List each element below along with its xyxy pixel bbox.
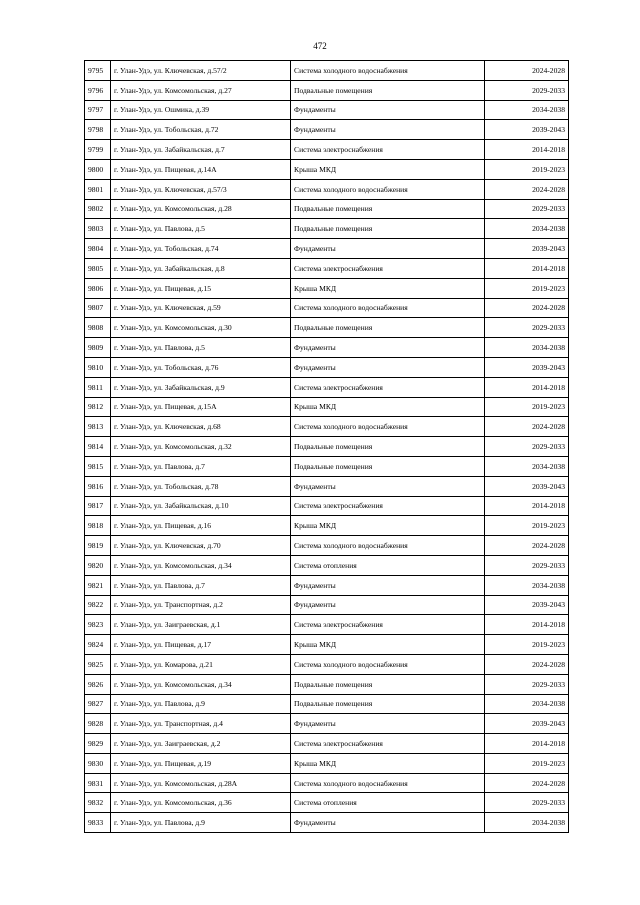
row-number-cell: 9806 <box>85 278 111 298</box>
period-cell: 2034-2038 <box>485 338 569 358</box>
work-type-cell: Фундаменты <box>291 357 485 377</box>
address-cell: г. Улан-Удэ, ул. Ключевская, д.68 <box>111 417 291 437</box>
table-row <box>85 377 569 397</box>
address-cell: г. Улан-Удэ, ул. Забайкальская, д.10 <box>111 496 291 516</box>
row-number-cell: 9799 <box>85 140 111 160</box>
address-cell: г. Улан-Удэ, ул. Транспортная, д.2 <box>111 595 291 615</box>
address-cell: г. Улан-Удэ, ул. Забайкальская, д.9 <box>111 377 291 397</box>
period-cell: 2029-2033 <box>485 555 569 575</box>
table-row <box>85 140 569 160</box>
table-row <box>85 357 569 377</box>
table-row <box>85 793 569 813</box>
row-number-cell: 9797 <box>85 100 111 120</box>
period-cell: 2029-2033 <box>485 199 569 219</box>
work-type-cell: Фундаменты <box>291 575 485 595</box>
table-row <box>85 773 569 793</box>
address-cell: г. Улан-Удэ, ул. Комсомольская, д.36 <box>111 793 291 813</box>
table-row <box>85 199 569 219</box>
row-number-cell: 9816 <box>85 476 111 496</box>
work-type-cell: Система холодного водоснабжения <box>291 536 485 556</box>
table-row <box>85 615 569 635</box>
table-row <box>85 239 569 259</box>
period-cell: 2034-2038 <box>485 694 569 714</box>
table-row <box>85 536 569 556</box>
address-cell: г. Улан-Удэ, ул. Пищевая, д.19 <box>111 753 291 773</box>
table-row <box>85 654 569 674</box>
row-number-cell: 9802 <box>85 199 111 219</box>
row-number-cell: 9824 <box>85 635 111 655</box>
period-cell: 2014-2018 <box>485 615 569 635</box>
work-type-cell: Система электроснабжения <box>291 258 485 278</box>
table-row <box>85 318 569 338</box>
period-cell: 2014-2018 <box>485 140 569 160</box>
address-cell: г. Улан-Удэ, ул. Заиграевская, д.2 <box>111 734 291 754</box>
work-type-cell: Фундаменты <box>291 239 485 259</box>
address-cell: г. Улан-Удэ, ул. Тобольская, д.72 <box>111 120 291 140</box>
work-type-cell: Система электроснабжения <box>291 140 485 160</box>
work-type-cell: Система электроснабжения <box>291 615 485 635</box>
work-type-cell: Подвальные помещения <box>291 199 485 219</box>
period-cell: 2014-2018 <box>485 258 569 278</box>
period-cell: 2014-2018 <box>485 734 569 754</box>
row-number-cell: 9817 <box>85 496 111 516</box>
row-number-cell: 9828 <box>85 714 111 734</box>
work-type-cell: Фундаменты <box>291 476 485 496</box>
table-row <box>85 417 569 437</box>
row-number-cell: 9795 <box>85 61 111 81</box>
row-number-cell: 9831 <box>85 773 111 793</box>
work-type-cell: Система отопления <box>291 793 485 813</box>
table-row <box>85 100 569 120</box>
work-type-cell: Фундаменты <box>291 813 485 833</box>
address-cell: г. Улан-Удэ, ул. Павлова, д.9 <box>111 813 291 833</box>
work-type-cell: Система холодного водоснабжения <box>291 654 485 674</box>
table-row <box>85 258 569 278</box>
address-cell: г. Улан-Удэ, ул. Комсомольская, д.34 <box>111 674 291 694</box>
table-row <box>85 397 569 417</box>
table-row <box>85 734 569 754</box>
row-number-cell: 9822 <box>85 595 111 615</box>
work-type-cell: Подвальные помещения <box>291 674 485 694</box>
work-type-cell: Фундаменты <box>291 338 485 358</box>
period-cell: 2024-2028 <box>485 417 569 437</box>
table-row <box>85 813 569 833</box>
work-type-cell: Система электроснабжения <box>291 377 485 397</box>
address-cell: г. Улан-Удэ, ул. Тобольская, д.74 <box>111 239 291 259</box>
address-cell: г. Улан-Удэ, ул. Комсомольская, д.34 <box>111 555 291 575</box>
work-type-cell: Подвальные помещения <box>291 219 485 239</box>
table-row <box>85 456 569 476</box>
table-row <box>85 120 569 140</box>
table-row <box>85 674 569 694</box>
period-cell: 2019-2023 <box>485 635 569 655</box>
period-cell: 2034-2038 <box>485 456 569 476</box>
period-cell: 2019-2023 <box>485 159 569 179</box>
table-row <box>85 437 569 457</box>
work-type-cell: Крыша МКД <box>291 159 485 179</box>
work-type-cell: Система электроснабжения <box>291 734 485 754</box>
row-number-cell: 9819 <box>85 536 111 556</box>
address-cell: г. Улан-Удэ, ул. Пищевая, д.15А <box>111 397 291 417</box>
row-number-cell: 9821 <box>85 575 111 595</box>
address-cell: г. Улан-Удэ, ул. Ошмика, д.39 <box>111 100 291 120</box>
period-cell: 2024-2028 <box>485 61 569 81</box>
work-type-cell: Система отопления <box>291 555 485 575</box>
row-number-cell: 9823 <box>85 615 111 635</box>
table-row <box>85 555 569 575</box>
row-number-cell: 9808 <box>85 318 111 338</box>
period-cell: 2029-2033 <box>485 80 569 100</box>
address-cell: г. Улан-Удэ, ул. Тобольская, д.78 <box>111 476 291 496</box>
address-cell: г. Улан-Удэ, ул. Забайкальская, д.7 <box>111 140 291 160</box>
period-cell: 2029-2033 <box>485 793 569 813</box>
table-row <box>85 575 569 595</box>
period-cell: 2039-2043 <box>485 239 569 259</box>
address-cell: г. Улан-Удэ, ул. Комсомольская, д.32 <box>111 437 291 457</box>
address-cell: г. Улан-Удэ, ул. Пищевая, д.17 <box>111 635 291 655</box>
table-row <box>85 278 569 298</box>
address-cell: г. Улан-Удэ, ул. Павлова, д.7 <box>111 456 291 476</box>
work-type-cell: Подвальные помещения <box>291 437 485 457</box>
records-table <box>84 60 569 833</box>
work-type-cell: Система холодного водоснабжения <box>291 417 485 437</box>
period-cell: 2019-2023 <box>485 278 569 298</box>
table-row <box>85 80 569 100</box>
period-cell: 2024-2028 <box>485 298 569 318</box>
row-number-cell: 9825 <box>85 654 111 674</box>
work-type-cell: Фундаменты <box>291 595 485 615</box>
address-cell: г. Улан-Удэ, ул. Комсомольская, д.30 <box>111 318 291 338</box>
address-cell: г. Улан-Удэ, ул. Транспортная, д.4 <box>111 714 291 734</box>
address-cell: г. Улан-Удэ, ул. Ключевская, д.70 <box>111 536 291 556</box>
table-row <box>85 338 569 358</box>
period-cell: 2034-2038 <box>485 575 569 595</box>
work-type-cell: Подвальные помещения <box>291 80 485 100</box>
work-type-cell: Фундаменты <box>291 120 485 140</box>
period-cell: 2029-2033 <box>485 437 569 457</box>
row-number-cell: 9803 <box>85 219 111 239</box>
period-cell: 2034-2038 <box>485 100 569 120</box>
table-row <box>85 219 569 239</box>
table-row <box>85 753 569 773</box>
work-type-cell: Крыша МКД <box>291 516 485 536</box>
period-cell: 2019-2023 <box>485 516 569 536</box>
period-cell: 2029-2033 <box>485 318 569 338</box>
period-cell: 2039-2043 <box>485 120 569 140</box>
address-cell: г. Улан-Удэ, ул. Павлова, д.9 <box>111 694 291 714</box>
table-row <box>85 714 569 734</box>
row-number-cell: 9818 <box>85 516 111 536</box>
period-cell: 2039-2043 <box>485 357 569 377</box>
table-row <box>85 516 569 536</box>
table-row <box>85 61 569 81</box>
table-row <box>85 595 569 615</box>
table-row <box>85 159 569 179</box>
row-number-cell: 9810 <box>85 357 111 377</box>
period-cell: 2034-2038 <box>485 219 569 239</box>
row-number-cell: 9796 <box>85 80 111 100</box>
row-number-cell: 9805 <box>85 258 111 278</box>
period-cell: 2019-2023 <box>485 397 569 417</box>
address-cell: г. Улан-Удэ, ул. Ключевская, д.59 <box>111 298 291 318</box>
table-row <box>85 298 569 318</box>
row-number-cell: 9820 <box>85 555 111 575</box>
row-number-cell: 9807 <box>85 298 111 318</box>
row-number-cell: 9833 <box>85 813 111 833</box>
work-type-cell: Фундаменты <box>291 100 485 120</box>
address-cell: г. Улан-Удэ, ул. Пищевая, д.14А <box>111 159 291 179</box>
period-cell: 2019-2023 <box>485 753 569 773</box>
work-type-cell: Система холодного водоснабжения <box>291 298 485 318</box>
row-number-cell: 9813 <box>85 417 111 437</box>
table-row <box>85 496 569 516</box>
period-cell: 2014-2018 <box>485 377 569 397</box>
page-number: 472 <box>313 41 327 51</box>
row-number-cell: 9800 <box>85 159 111 179</box>
work-type-cell: Крыша МКД <box>291 397 485 417</box>
row-number-cell: 9811 <box>85 377 111 397</box>
work-type-cell: Система холодного водоснабжения <box>291 773 485 793</box>
work-type-cell: Подвальные помещения <box>291 456 485 476</box>
row-number-cell: 9801 <box>85 179 111 199</box>
work-type-cell: Крыша МКД <box>291 278 485 298</box>
address-cell: г. Улан-Удэ, ул. Комсомольская, д.28А <box>111 773 291 793</box>
address-cell: г. Улан-Удэ, ул. Забайкальская, д.8 <box>111 258 291 278</box>
row-number-cell: 9826 <box>85 674 111 694</box>
work-type-cell: Крыша МКД <box>291 635 485 655</box>
period-cell: 2039-2043 <box>485 714 569 734</box>
records-table-body <box>85 61 569 833</box>
period-cell: 2024-2028 <box>485 536 569 556</box>
table-row <box>85 476 569 496</box>
work-type-cell: Фундаменты <box>291 714 485 734</box>
period-cell: 2024-2028 <box>485 654 569 674</box>
address-cell: г. Улан-Удэ, ул. Ключевская, д.57/2 <box>111 61 291 81</box>
row-number-cell: 9804 <box>85 239 111 259</box>
table-row <box>85 635 569 655</box>
period-cell: 2034-2038 <box>485 813 569 833</box>
work-type-cell: Подвальные помещения <box>291 318 485 338</box>
row-number-cell: 9830 <box>85 753 111 773</box>
row-number-cell: 9814 <box>85 437 111 457</box>
work-type-cell: Система электроснабжения <box>291 496 485 516</box>
address-cell: г. Улан-Удэ, ул. Ключевская, д.57/3 <box>111 179 291 199</box>
period-cell: 2024-2028 <box>485 773 569 793</box>
row-number-cell: 9812 <box>85 397 111 417</box>
address-cell: г. Улан-Удэ, ул. Комсомольская, д.27 <box>111 80 291 100</box>
work-type-cell: Система холодного водоснабжения <box>291 179 485 199</box>
period-cell: 2039-2043 <box>485 595 569 615</box>
row-number-cell: 9827 <box>85 694 111 714</box>
address-cell: г. Улан-Удэ, ул. Тобольская, д.76 <box>111 357 291 377</box>
period-cell: 2039-2043 <box>485 476 569 496</box>
period-cell: 2029-2033 <box>485 674 569 694</box>
address-cell: г. Улан-Удэ, ул. Заиграевская, д.1 <box>111 615 291 635</box>
period-cell: 2024-2028 <box>485 179 569 199</box>
row-number-cell: 9829 <box>85 734 111 754</box>
row-number-cell: 9815 <box>85 456 111 476</box>
address-cell: г. Улан-Удэ, ул. Павлова, д.5 <box>111 338 291 358</box>
address-cell: г. Улан-Удэ, ул. Пищевая, д.15 <box>111 278 291 298</box>
address-cell: г. Улан-Удэ, ул. Павлова, д.5 <box>111 219 291 239</box>
table-row <box>85 694 569 714</box>
address-cell: г. Улан-Удэ, ул. Павлова, д.7 <box>111 575 291 595</box>
row-number-cell: 9832 <box>85 793 111 813</box>
work-type-cell: Крыша МКД <box>291 753 485 773</box>
address-cell: г. Улан-Удэ, ул. Комсомольская, д.28 <box>111 199 291 219</box>
work-type-cell: Подвальные помещения <box>291 694 485 714</box>
address-cell: г. Улан-Удэ, ул. Пищевая, д.16 <box>111 516 291 536</box>
period-cell: 2014-2018 <box>485 496 569 516</box>
table-row <box>85 179 569 199</box>
address-cell: г. Улан-Удэ, ул. Комарова, д.21 <box>111 654 291 674</box>
row-number-cell: 9809 <box>85 338 111 358</box>
work-type-cell: Система холодного водоснабжения <box>291 61 485 81</box>
row-number-cell: 9798 <box>85 120 111 140</box>
